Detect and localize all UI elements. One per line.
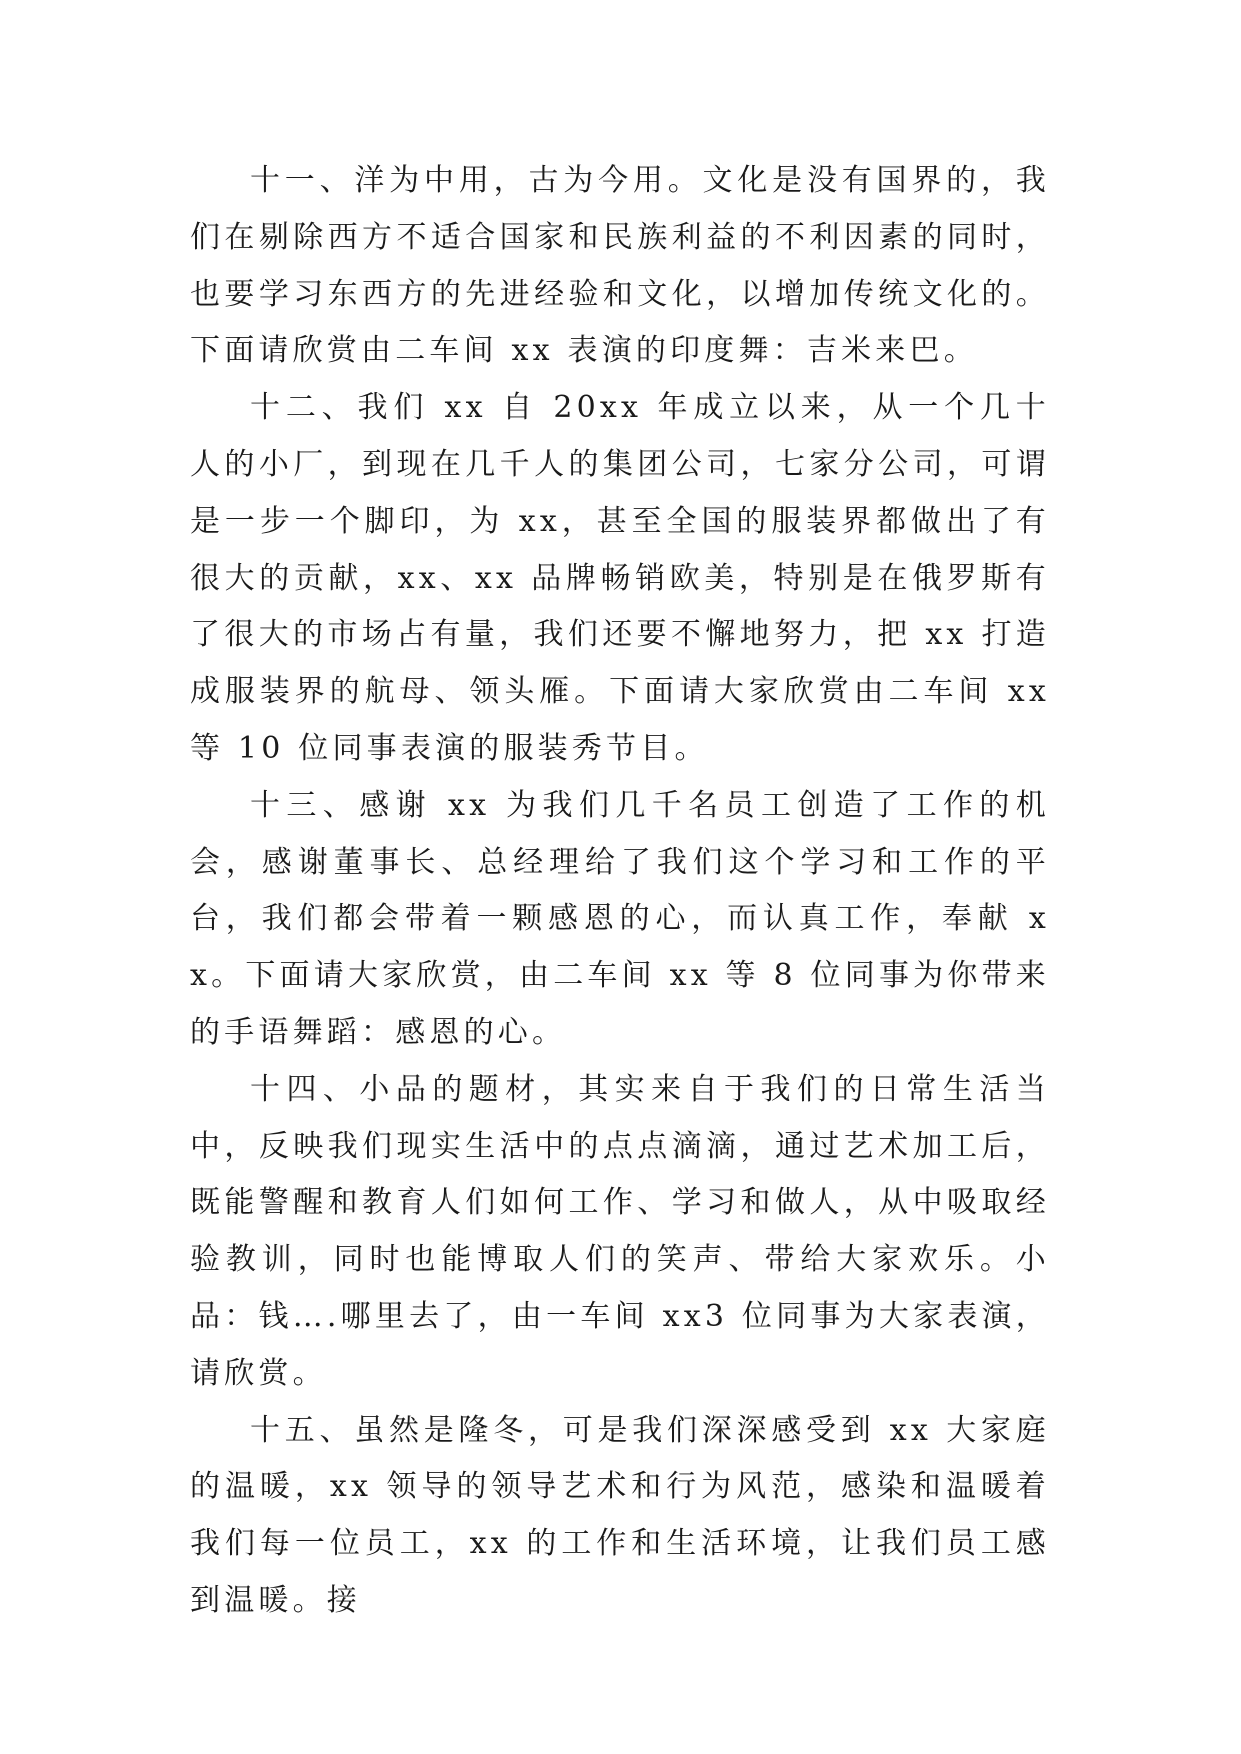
paragraph-12: 十二、我们 xx 自 20xx 年成立以来，从一个几十人的小厂，到现在几千人的集团公司，七家分公司，可谓是一步一个脚印，为 xx，甚至全国的服装界都做出了有很大的贡献，xx、xx 品牌畅销欧美，特别是在俄罗斯有了很大的市场占有量，我们还要不懈地努力，把 xx 打造成服装界的航母、领头雁。下面请大家欣赏由二车间 xx 等 10 位同事表演的服装秀节目。 [190,390,1050,766]
paragraph-14: 十四、小品的题材，其实来自于我们的日常生活当中，反映我们现实生活中的点点滴滴，通过艺术加工后，既能警醒和教育人们如何工作、学习和做人，从中吸取经验教训，同时也能博取人们的笑声、带给大家欢乐。小品：钱….哪里去了，由一车间 xx3 位同事为大家表演，请欣赏。 [190,1071,1050,1391]
paragraph-11: 十一、洋为中用，古为今用。文化是没有国界的，我们在剔除西方不适合国家和民族利益的不利因素的同时，也要学习东西方的先进经验和文化，以增加传统文化的。下面请欣赏由二车间 xx 表演的印度舞：吉米来巴。 [190,163,1050,369]
document-body [190,153,1050,1630]
paragraph-13: 十三、感谢 xx 为我们几千名员工创造了工作的机会，感谢董事长、总经理给了我们这个学习和工作的平台，我们都会带着一颗感恩的心，而认真工作，奉献 xx。下面请大家欣赏，由二车间 xx 等 8 位同事为你带来的手语舞蹈：感恩的心。 [190,787,1050,1050]
paragraph-15: 十五、虽然是隆冬，可是我们深深感受到 xx 大家庭的温暖，xx 领导的领导艺术和行为风范，感染和温暖着我们每一位员工，xx 的工作和生活环境，让我们员工感到温暖。接 [190,1412,1050,1618]
